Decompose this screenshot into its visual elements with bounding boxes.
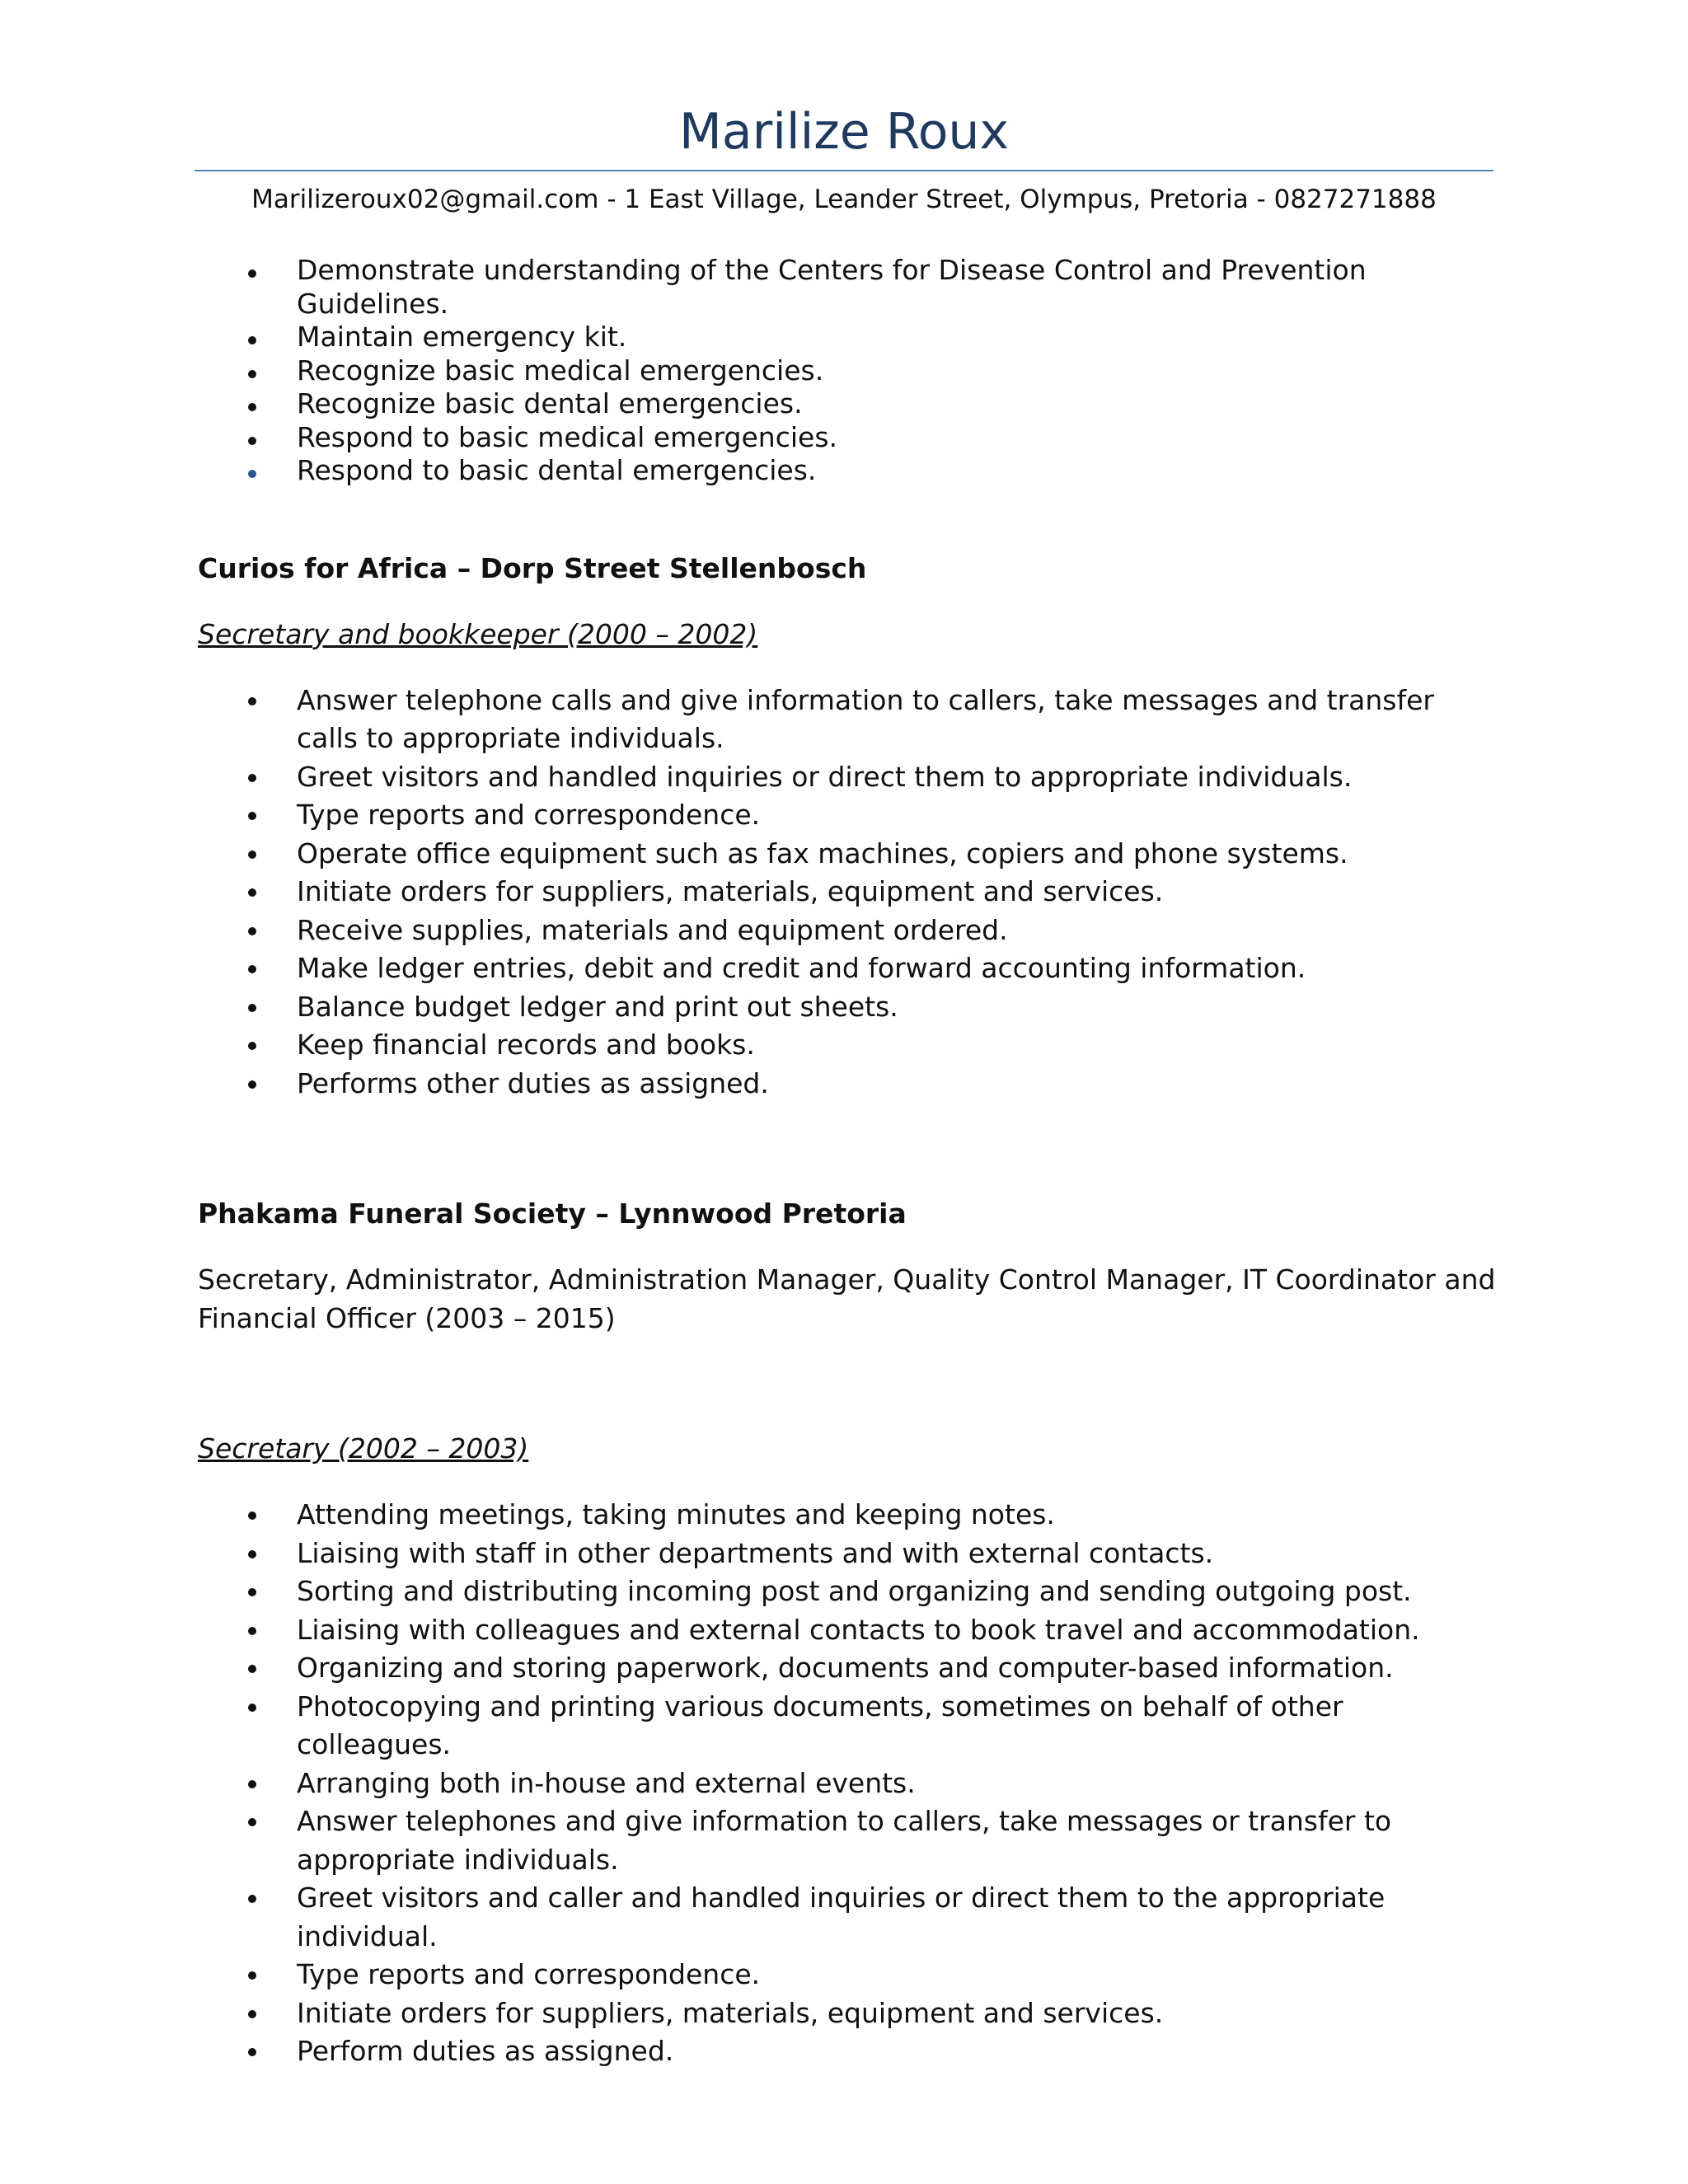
- list-item: Attending meetings, taking minutes and keeping notes.: [198, 1496, 1500, 1535]
- list-item: Photocopying and printing various documents, sometimes on behalf of other colleagues.: [198, 1688, 1500, 1765]
- list-item: Organizing and storing paperwork, documents and computer-based information.: [198, 1649, 1500, 1688]
- bullet-icon: [248, 1704, 256, 1712]
- resume-header: [195, 97, 1493, 218]
- duties-list-curios: [198, 682, 1500, 1104]
- bullet-icon: [248, 888, 256, 897]
- list-item: Performs other duties as assigned.: [198, 1065, 1500, 1104]
- bullet-icon: [248, 437, 256, 445]
- bullet-icon: [248, 1627, 256, 1635]
- bullet-icon: [248, 1080, 256, 1089]
- list-item: Liaising with staff in other departments and with external contacts.: [198, 1535, 1500, 1573]
- list-item: Operate office equipment such as fax machines, copiers and phone systems.: [198, 835, 1500, 874]
- list-item: Greet visitors and caller and handled inquiries or direct them to the appropriate individual.: [198, 1879, 1500, 1956]
- bullet-icon: [248, 1971, 256, 1980]
- employer-heading-phakama: Phakama Funeral Society – Lynnwood Pretoria: [198, 1197, 907, 1230]
- header-divider: [195, 170, 1493, 171]
- list-item: Answer telephones and give information to callers, take messages or transfer to appropriate individuals.: [198, 1802, 1500, 1879]
- list-item: Type reports and correspondence.: [198, 796, 1500, 835]
- list-item: Perform duties as assigned.: [198, 2032, 1500, 2071]
- list-item: Type reports and correspondence.: [198, 1956, 1500, 1994]
- list-item: Recognize basic dental emergencies.: [198, 387, 1500, 421]
- bullet-icon: [248, 851, 256, 859]
- list-item: Respond to basic dental emergencies.: [198, 454, 1500, 488]
- bullet-icon: [248, 269, 256, 278]
- bullet-icon: [248, 965, 256, 973]
- list-item: Initiate orders for suppliers, materials, equipment and services.: [198, 1994, 1500, 2033]
- role-heading-phakama: Secretary (2002 – 2003): [198, 1432, 529, 1465]
- section-gap: [198, 488, 1500, 550]
- candidate-name: Marilize Roux: [679, 103, 1009, 161]
- roles-summary-phakama: Secretary, Administrator, Administration Manager, Quality Control Manager, IT Coordinator and Financial Officer (2003 – 2015): [198, 1263, 1496, 1334]
- list-item: Arranging both in-house and external events.: [198, 1765, 1500, 1803]
- list-item: Greet visitors and handled inquiries or direct them to appropriate individuals.: [198, 758, 1500, 797]
- section-gap: [198, 1338, 1500, 1430]
- bullet-icon: [248, 1780, 256, 1788]
- bullet-icon: [248, 470, 256, 478]
- list-item: Maintain emergency kit.: [198, 321, 1500, 354]
- employer-heading-curios: Curios for Africa – Dorp Street Stellenbosch: [198, 551, 867, 584]
- bullet-icon: [248, 1550, 256, 1558]
- bullet-icon: [248, 1895, 256, 1903]
- bullet-icon: [248, 1665, 256, 1673]
- list-item: Make ledger entries, debit and credit and forward accounting information.: [198, 949, 1500, 988]
- list-item: Answer telephone calls and give information to callers, take messages and transfer calls to appropriate individuals.: [198, 682, 1500, 758]
- contact-line: Marilizeroux02@gmail.com - 1 East Village, Leander Street, Olympus, Pretoria - 0827271888: [251, 185, 1437, 214]
- section-gap: [198, 1468, 1500, 1496]
- section-gap: [198, 654, 1500, 682]
- bullet-icon: [248, 812, 256, 820]
- list-item: Liaising with colleagues and external contacts to book travel and accommodation.: [198, 1611, 1500, 1650]
- list-item: Sorting and distributing incoming post and organizing and sending outgoing post.: [198, 1572, 1500, 1611]
- list-item: Respond to basic medical emergencies.: [198, 421, 1500, 455]
- bullet-icon: [248, 403, 256, 411]
- bullet-icon: [248, 1042, 256, 1050]
- resume-body: [198, 254, 1500, 2071]
- bullet-icon: [248, 2010, 256, 2018]
- section-gap: [198, 588, 1500, 616]
- list-item: Balance budget ledger and print out sheets.: [198, 988, 1500, 1027]
- bullet-icon: [248, 1818, 256, 1826]
- section-gap: [198, 1233, 1500, 1261]
- bullet-icon: [248, 774, 256, 782]
- list-item: Demonstrate understanding of the Centers for Disease Control and Prevention Guidelines.: [198, 254, 1500, 321]
- bullet-icon: [248, 336, 256, 344]
- bullet-icon: [248, 1004, 256, 1012]
- bullet-icon: [248, 1511, 256, 1520]
- bullet-icon: [248, 2048, 256, 2056]
- role-heading-curios: Secretary and bookkeeper (2000 – 2002): [198, 617, 758, 650]
- section-gap: [198, 1103, 1500, 1195]
- duties-list-phakama: [198, 1496, 1500, 2071]
- list-item: Keep financial records and books.: [198, 1026, 1500, 1065]
- list-item: Receive supplies, materials and equipment ordered.: [198, 912, 1500, 950]
- bullet-icon: [248, 927, 256, 935]
- bullet-icon: [248, 697, 256, 705]
- bullet-icon: [248, 370, 256, 378]
- list-item: Recognize basic medical emergencies.: [198, 354, 1500, 388]
- list-item: Initiate orders for suppliers, materials, equipment and services.: [198, 873, 1500, 912]
- bullet-icon: [248, 1588, 256, 1596]
- duties-list-top: [198, 254, 1500, 488]
